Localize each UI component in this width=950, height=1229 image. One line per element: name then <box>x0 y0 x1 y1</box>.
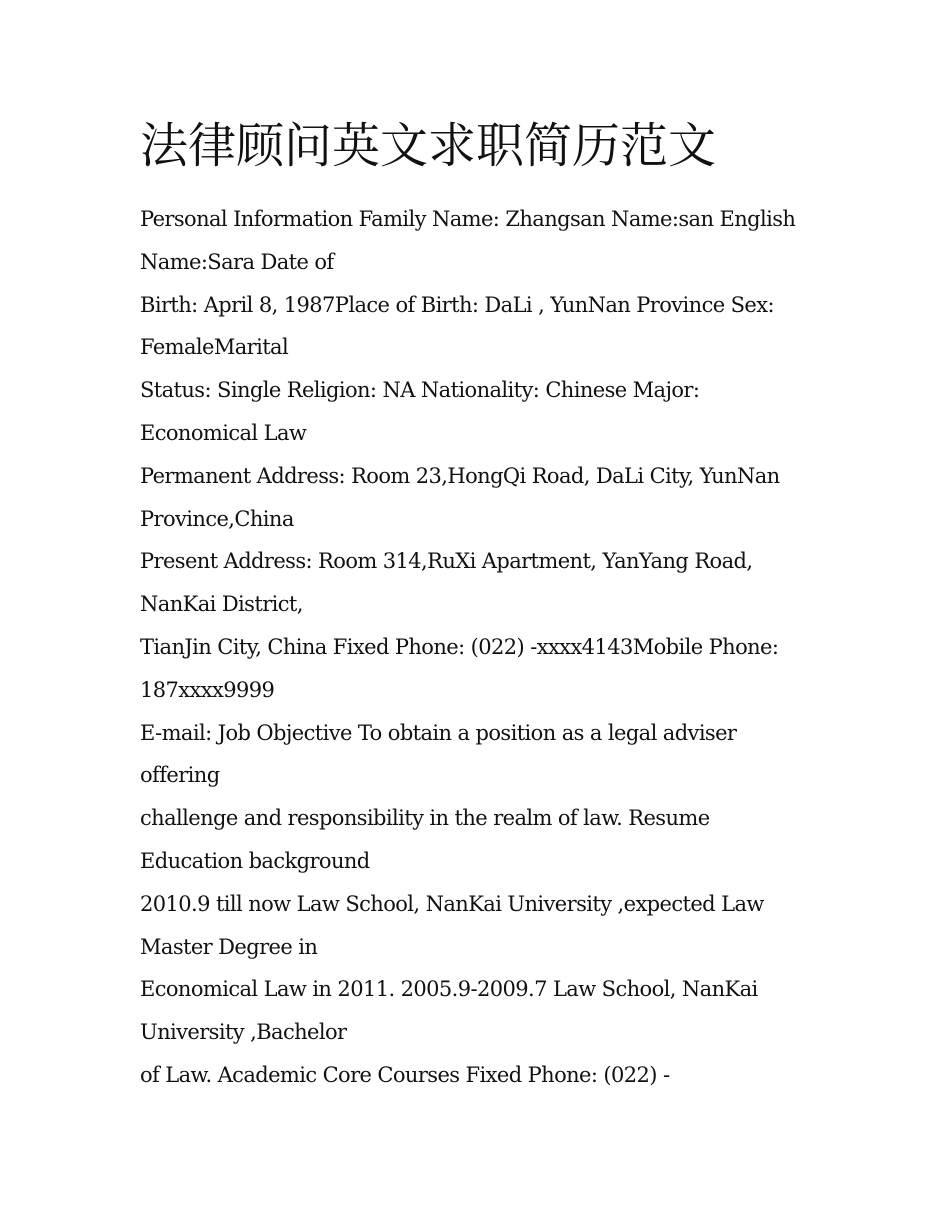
text-line: Province,China <box>140 506 294 531</box>
document-body <box>140 198 840 1097</box>
text-line: Name:Sara Date of <box>140 249 334 274</box>
text-line: offering <box>140 763 220 788</box>
text-line: University ,Bachelor <box>140 1020 347 1045</box>
text-line: Economical Law <box>140 420 307 445</box>
text-line: challenge and responsibility in the realm of law. Resume <box>140 806 710 831</box>
text-line: Education background <box>140 848 370 873</box>
text-line: FemaleMarital <box>140 335 289 360</box>
text-line: of Law. Academic Core Courses Fixed Phone: (022) - <box>140 1062 670 1087</box>
text-line: Present Address: Room 314,RuXi Apartment, YanYang Road, <box>140 549 753 574</box>
text-line: NanKai District, <box>140 592 303 617</box>
text-line: Master Degree in <box>140 934 318 959</box>
document-title: 法律顾问英文求职简历范文 <box>140 118 717 174</box>
text-line: TianJin City, China Fixed Phone: (022) -xxxx4143Mobile Phone: <box>140 634 779 659</box>
text-line: E-mail: Job Objective To obtain a position as a legal adviser <box>140 720 737 745</box>
text-line: Economical Law in 2011. 2005.9-2009.7 Law School, NanKai <box>140 977 758 1002</box>
text-line: Personal Information Family Name: Zhangsan Name:san English <box>140 207 796 231</box>
text-line: Status: Single Religion: NA Nationality: Chinese Major: <box>140 378 700 403</box>
text-line: 2010.9 till now Law School, NanKai University ,expected Law <box>140 891 764 916</box>
text-line: 187xxxx9999 <box>140 677 275 702</box>
text-line: Permanent Address: Room 23,HongQi Road, DaLi City, YunNan <box>140 463 780 488</box>
text-line: Birth: April 8, 1987Place of Birth: DaLi , YunNan Province Sex: <box>140 292 774 317</box>
